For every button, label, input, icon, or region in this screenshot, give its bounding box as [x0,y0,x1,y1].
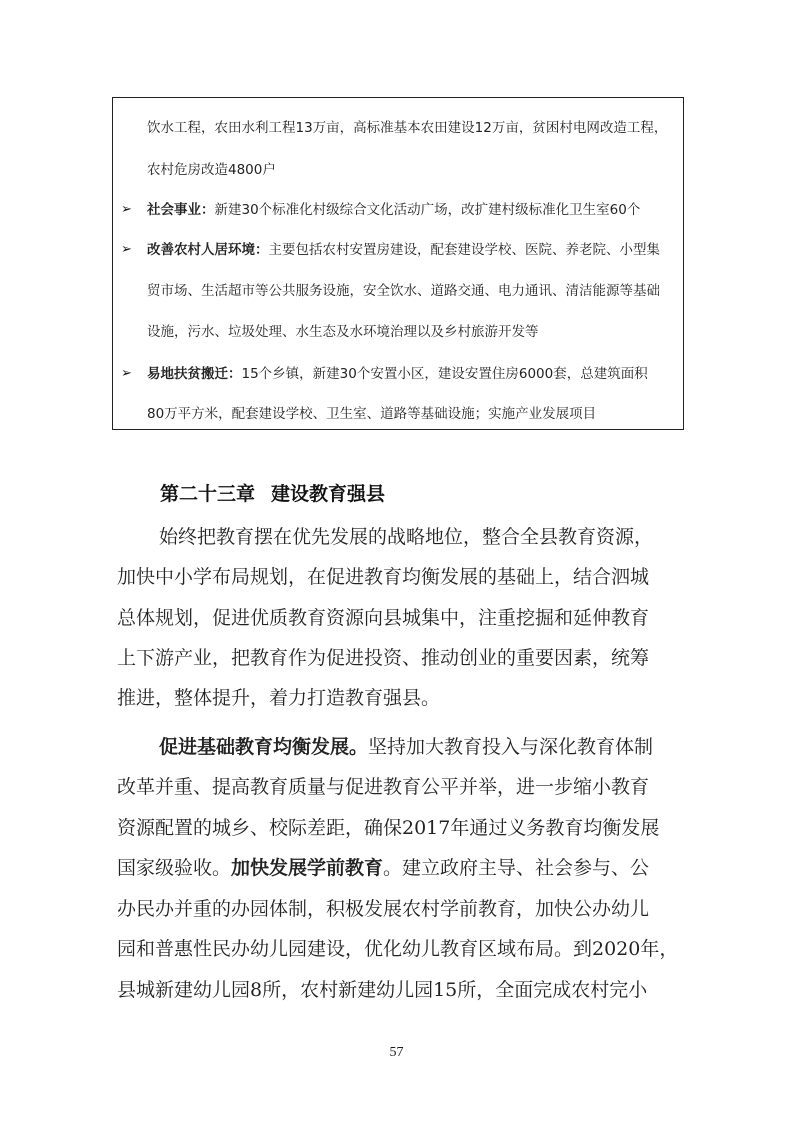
paragraph-line: 上下游产业，把教育作为促进投资、推动创业的重要因素，统筹 [117,647,650,669]
item-label: 改善农村人居环境： [147,242,269,258]
page-number: 57 [389,1045,404,1060]
paragraph-line: 始终把教育摆在优先发展的战略地位，整合全县教育资源， [159,526,654,548]
paragraph-line: 总体规划，促进优质教育资源向县城集中，注重挖掘和延伸教育 [117,607,650,629]
box-text-line: 农村危房改造4800户 [147,162,276,178]
bold-lead: 加快发展学前教育 [231,857,384,879]
box-item-relocation [147,364,648,384]
item-text: 15个乡镇，新建30个安置小区，建设安置住房6000套，总建筑面积 [241,366,648,382]
item-text: 新建30个标准化村级综合文化活动广场，改扩建村级标准化卫生室60个 [214,202,641,218]
paragraph-line [117,854,649,882]
bold-lead: 促进基础教育均衡发展。 [159,736,369,758]
paragraph-line: 加快中小学布局规划，在促进教育均衡发展的基础上，结合泗城 [117,566,650,588]
chapter-heading [160,480,385,508]
paragraph-line: 县城新建幼儿园8所，农村新建幼儿园15所，全面完成农村完小 [117,979,648,1001]
paragraph-line: 改革并重、提高教育质量与促进教育公平并举，进一步缩小教育 [117,776,650,798]
chapter-number: 第二十三章 [160,483,256,505]
paragraph-line: 推进，整体提升，着力打造教育强县。 [117,687,441,709]
box-text-line: 饮水工程，农田水利工程13万亩，高标准基本农田建设12万亩，贫困村电网改造工程， [147,120,668,136]
bullet-arrow-icon: ➢ [121,366,132,381]
item-label: 易地扶贫搬迁： [147,366,242,382]
chapter-title: 建设教育强县 [271,483,386,505]
line-text: 国家级验收。 [117,857,232,879]
box-text-line: 设施，污水、垃圾处理、水生态及水环境治理以及乡村旅游开发等 [147,324,539,340]
box-item-social-affairs [147,200,640,220]
paragraph-line: 办民办并重的办园体制，积极发展农村学前教育，加快公办幼儿 [117,898,650,920]
box-item-living-environment [147,240,660,260]
box-text-line: 80万平方米，配套建设学校、卫生室、道路等基础设施；实施产业发展项目 [147,406,597,422]
paragraph-line: 园和普惠性民办幼儿园建设，优化幼儿教育区域布局。到2020年， [117,938,679,960]
item-text: 主要包括农村安置房建设，配套建设学校、医院、养老院、小型集 [268,242,660,258]
line-text: 坚持加大教育投入与深化教育体制 [368,736,654,758]
line-text: 。建立政府主导、社会参与、公 [383,857,650,879]
bullet-arrow-icon: ➢ [121,202,132,217]
item-label: 社会事业： [147,202,215,218]
box-text-line: 贸市场、生活超市等公共服务设施，安全饮水、道路交通、电力通讯、清洁能源等基础 [147,283,660,299]
paragraph-line [159,733,653,761]
bullet-arrow-icon: ➢ [121,242,132,257]
paragraph-line: 资源配置的城乡、校际差距，确保2017年通过义务教育均衡发展 [117,817,660,839]
